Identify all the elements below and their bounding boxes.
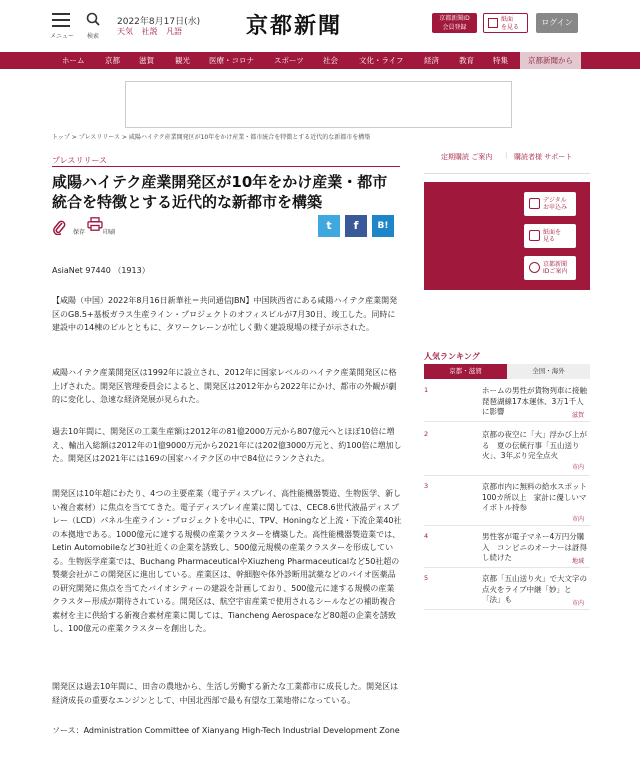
- ranking-tabs: [424, 364, 590, 379]
- editorial-link[interactable]: 社説: [141, 27, 158, 36]
- nav-sports[interactable]: スポーツ: [274, 56, 304, 65]
- article-id: AsiaNet 97440 （1913）: [52, 266, 150, 275]
- facebook-share-button[interactable]: [345, 215, 367, 237]
- sidebar-links: 定期購読 ご案内 | 購読者様 サポート: [441, 151, 573, 161]
- view-paper-button[interactable]: 紙面 を見る: [483, 13, 528, 33]
- search-icon[interactable]: [86, 12, 100, 26]
- newspaper-icon: [529, 230, 540, 241]
- hatena-bookmark-button[interactable]: [372, 215, 394, 237]
- rank-area: 市内: [571, 516, 584, 523]
- tab-kyoto-shiga[interactable]: 京都・滋賀: [424, 364, 507, 379]
- view-paper-button[interactable]: 紙面を 見る: [524, 224, 576, 248]
- rank-number: 1: [424, 386, 429, 394]
- nav-economy[interactable]: 経済: [424, 56, 439, 65]
- twitter-icon: t: [326, 219, 332, 232]
- rank-area: 市内: [571, 464, 584, 471]
- printer-icon[interactable]: [87, 217, 103, 231]
- tab-national[interactable]: 全国・海外: [507, 364, 590, 379]
- nav-from-kyoto-np[interactable]: 京都新聞から: [520, 52, 581, 69]
- article-title: 咸陽ハイテク産業開発区が10年をかけ産業・都市統合を特徴とする近代的な新都市を構築: [52, 173, 388, 211]
- facebook-icon: f: [353, 219, 359, 232]
- current-date: 2022年8月17日(水): [117, 17, 201, 27]
- nav-kyoto[interactable]: 京都: [105, 56, 120, 65]
- id-info-button[interactable]: 京都新聞 IDご案内: [524, 256, 576, 280]
- subscription-link[interactable]: 定期購読 ご案内: [441, 153, 493, 161]
- member-register-button[interactable]: 京都新聞ID 会員登録: [432, 13, 477, 33]
- rank-headline: 京都市内に無料の給水スポット100カ所以上 家計に優しいマイボトル持参: [482, 482, 587, 512]
- rank-area: 滋賀: [571, 412, 584, 419]
- save-label[interactable]: 保存: [73, 229, 86, 236]
- search-label[interactable]: 検索: [87, 33, 100, 40]
- ranking-item[interactable]: [424, 482, 590, 526]
- nav-home[interactable]: ホーム: [62, 56, 85, 65]
- main-nav: [0, 52, 640, 69]
- ad-banner[interactable]: [125, 81, 512, 128]
- rank-number: 2: [424, 430, 429, 438]
- ranking-item[interactable]: [424, 574, 590, 610]
- rank-headline: 男性客が電子マネー4万円分購入 コンビニのオーナーは訝得し続けた: [482, 532, 587, 562]
- nav-education[interactable]: 教育: [459, 56, 474, 65]
- ranking-item[interactable]: [424, 430, 590, 476]
- digital-signup-button[interactable]: デジタル お申込み: [524, 192, 576, 216]
- promo-panel: [424, 182, 590, 290]
- article-paragraph: 【咸陽（中国）2022年8月16日新華社＝共同通信JBN】中国陝西省にある咸陽ハイテク産業開発区のG8.5+基板ガラス生産ライン・プロジェクトのオフィスビルが7月30日、竣工した。同時に建設中の14棟のビルとともに、タワークレーンが忙しく動く建設現場の様子が示された。: [52, 296, 398, 332]
- hatena-icon: B!: [377, 221, 389, 231]
- breadcrumb: トップ > プレスリリース > 咸陽ハイテク産業開発区が10年をかけ産業・都市統合を特徴とする近代的な新都市を構築: [52, 134, 371, 141]
- id-icon: [529, 262, 540, 273]
- rank-headline: 京都の夜空に「大」浮かび上がる 夏の伝統行事「五山送り火」、3年ぶり完全点火: [482, 430, 587, 460]
- article-paragraph: 過去10年間に、開発区の工業生産額は2012年の81億2000万元から807億元へとほぼ10倍に増え、輸出入総額は2012年の1億9000万元から2021年には202億3000万元と、約100倍に増加した。開発区は2021年には169の国家ハイテク区の中で84位にランクされた。: [52, 427, 402, 463]
- divider: [424, 173, 590, 174]
- rank-headline: ホームの男性が貨物列車に接触 琵琶湖線17本運休、3万1千人に影響: [482, 386, 595, 416]
- site-logo[interactable]: 京都新聞: [246, 13, 343, 39]
- rank-area: 地域: [571, 558, 584, 565]
- rank-headline: 京都「五山送り火」で大文字の点火をライブ中継「妙」と「法」も: [482, 574, 587, 604]
- ranking-title: 人気ランキング: [424, 352, 480, 361]
- breadcrumb-current: 咸陽ハイテク産業開発区が10年をかけ産業・都市統合を特徴とする近代的な新都市を構築: [128, 134, 371, 141]
- menu-label[interactable]: メニュー: [50, 33, 75, 40]
- article-paragraph: 開発区は過去10年間に、田舎の農地から、生活し労働する新たな工業都市に成長した。開発区は経済成長の重要なエンジンとして、中国北西部で最も有望な工業地帯になっている。: [52, 682, 399, 705]
- login-button[interactable]: ログイン: [536, 13, 578, 33]
- nav-features[interactable]: 特集: [493, 56, 508, 65]
- article-paragraph: 開発区は10年超にわたり、4つの主要産業（電子ディスプレイ、高性能機器製造、生物医学、新しい複合素材）に焦点を当ててきた。電子ディスプレイ産業に関しては、CEC8.6世代液晶ディスプレー（LCD）パネル生産ライン・プロジェクトを中心に、TPV、Honingなど上流・下流企業40社の本拠地である。1000億元に達する規模の産業クラスターを構築した。高性能機器製造業では、Letin Automobileなど30社近くの企業を誘致し、500億元規模の産業クラスターを形成している。生物医学産業では、Buchang PharmaceuticalやXiuzheng Pharmaceuticalなど50社超の製薬会社がこの開発区に進出している。産業区は、幹細胞や体外診断用試薬などのバイオ医薬品の研究開発に焦点を当てたバイオシティーの建設を計画しており、500億元に達する規模の産業クラスター形成が期待されている。開発区は、航空宇宙産業で使用されるシールなどの補助複合素材を主に供給する新複合素材産業に関しては、Tiancheng Aerospaceなど80超の企業を誘致し、100億元の産業クラスターを創出した。: [52, 489, 402, 633]
- ranking-item[interactable]: [424, 386, 595, 422]
- nav-shiga[interactable]: 滋賀: [139, 56, 154, 65]
- breadcrumb-press[interactable]: プレスリリース: [78, 134, 120, 141]
- site-header: [0, 0, 640, 52]
- nav-tourism[interactable]: 観光: [175, 56, 190, 65]
- support-link[interactable]: 購読者様 サポート: [514, 153, 573, 161]
- breadcrumb-top[interactable]: トップ: [52, 134, 70, 141]
- article-category[interactable]: プレスリリース: [52, 156, 108, 165]
- rank-area: 市内: [571, 600, 584, 607]
- twitter-share-button[interactable]: [318, 215, 340, 237]
- header-sublinks: [117, 26, 188, 37]
- rank-number: 5: [424, 574, 429, 582]
- article-source: ソース：Administration Committee of Xianyang High-Tech Industrial Development Zone: [52, 726, 400, 735]
- nav-culture[interactable]: 文化・ライフ: [359, 56, 404, 65]
- column-link[interactable]: 凡語: [166, 27, 183, 36]
- rank-number: 4: [424, 532, 429, 540]
- ranking-item[interactable]: [424, 532, 590, 568]
- weather-link[interactable]: 天気: [117, 27, 133, 36]
- print-label[interactable]: 印刷: [103, 229, 116, 236]
- nav-medical[interactable]: 医療・コロナ: [209, 56, 254, 65]
- tablet-icon: [529, 198, 540, 209]
- menu-icon[interactable]: [52, 13, 70, 27]
- nav-society[interactable]: 社会: [323, 56, 338, 65]
- article-paragraph: 咸陽ハイテク産業開発区は1992年に設立され、2012年に国家レベルのハイテク産業開発区に格上げされた。開発区管理委員会によると、開発区は2012年から2022年にかけ、都市の外観が劇的に変化し、急速な経済発展が見られた。: [52, 368, 397, 404]
- divider: [52, 166, 400, 167]
- rank-number: 3: [424, 482, 429, 490]
- paperclip-icon[interactable]: [52, 219, 66, 235]
- newspaper-icon: [488, 18, 498, 28]
